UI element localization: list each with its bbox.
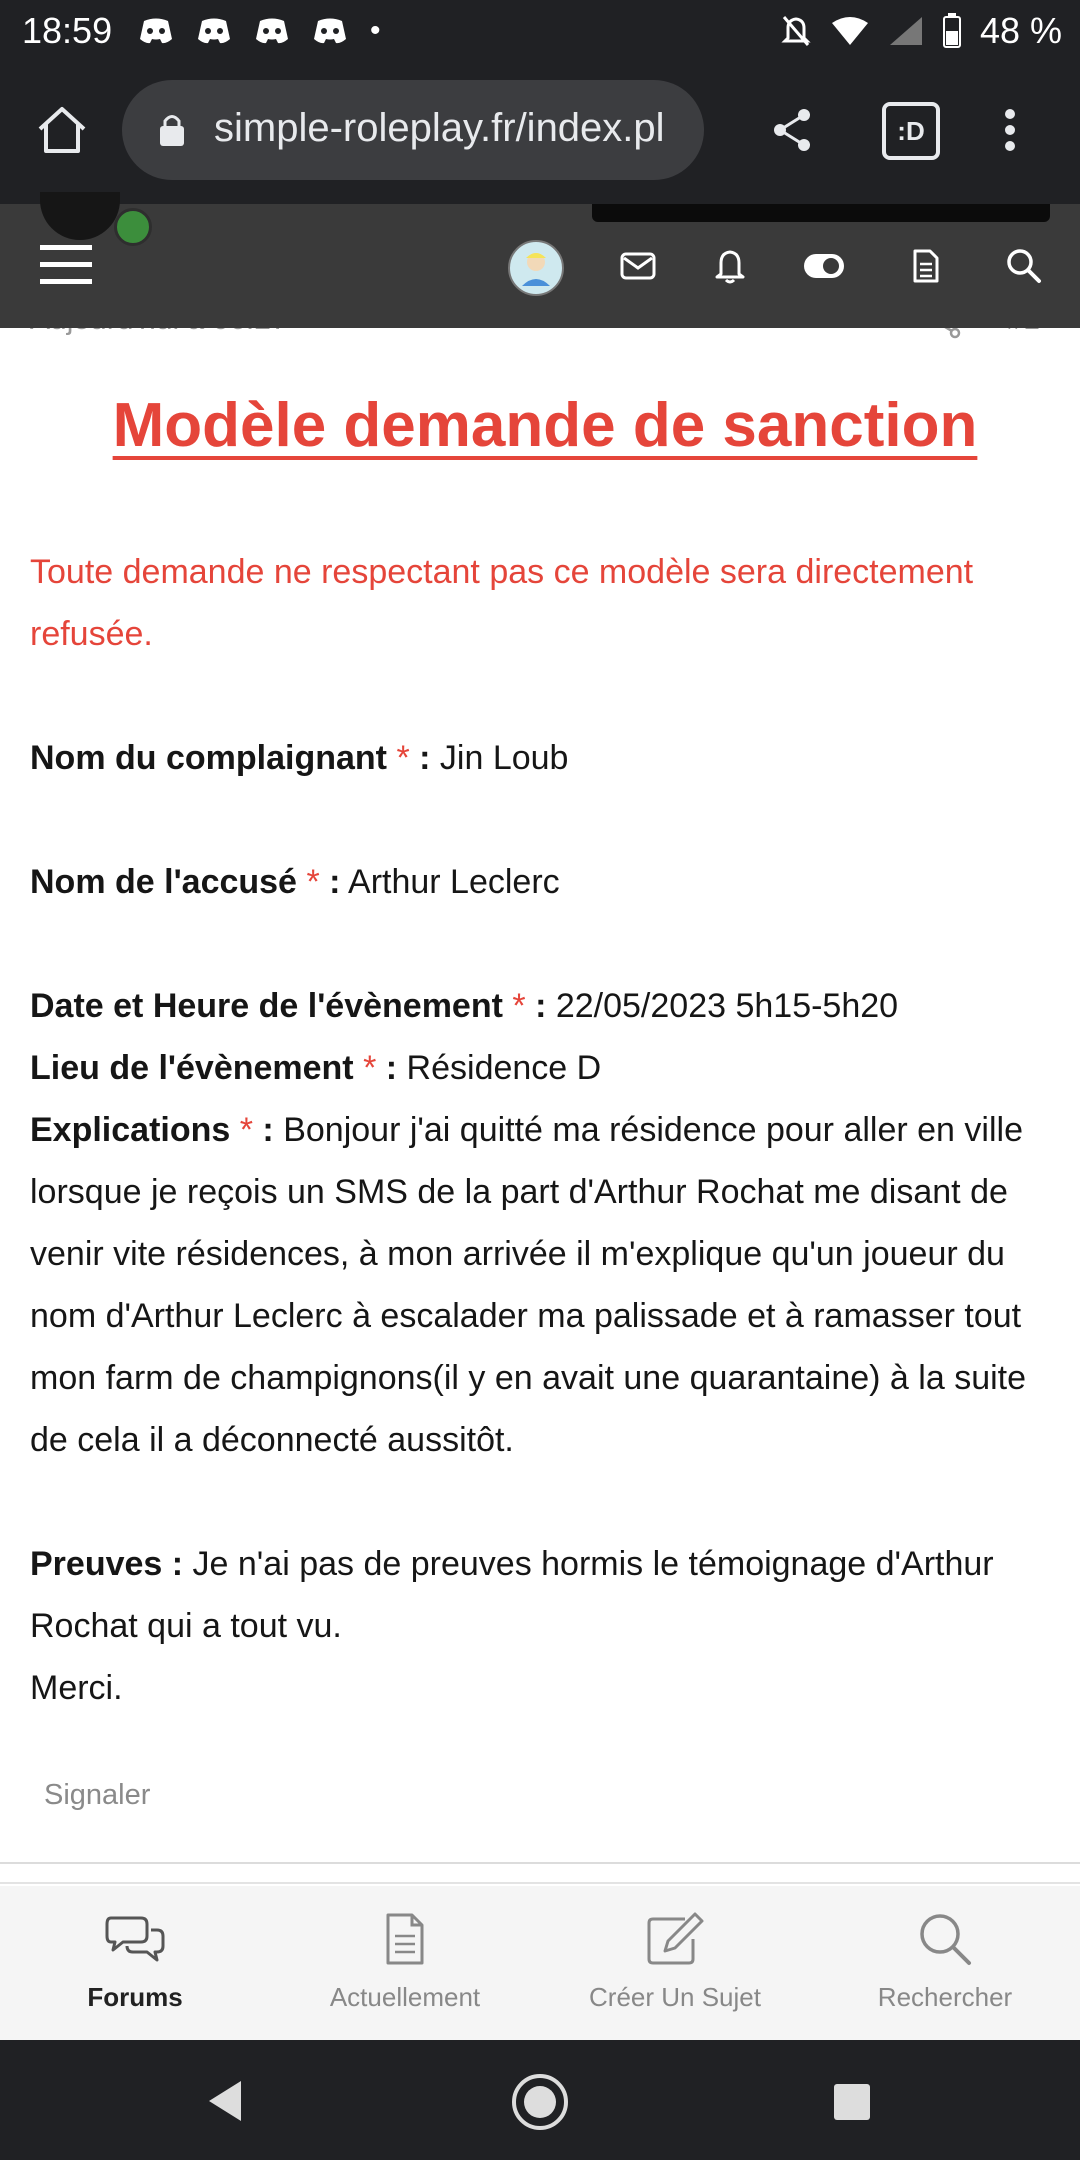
online-indicator bbox=[114, 208, 152, 246]
whats-new-button[interactable] bbox=[904, 242, 948, 290]
field-value: Résidence D bbox=[397, 1049, 602, 1087]
battery-icon bbox=[942, 13, 962, 49]
tab-count: :D bbox=[897, 115, 925, 146]
field-label: Preuves : bbox=[30, 1545, 184, 1583]
field-value: Jin Loub bbox=[430, 739, 569, 777]
field-sep: : bbox=[525, 987, 547, 1025]
url-text: simple-roleplay.fr/index.pl bbox=[214, 106, 665, 150]
field-proof bbox=[30, 1533, 1060, 1657]
field-explanations bbox=[30, 1099, 1060, 1471]
envelope-icon bbox=[620, 252, 656, 280]
system-nav-bar bbox=[0, 2040, 1080, 2160]
field-label: Nom de l'accusé bbox=[30, 863, 297, 901]
wifi-icon bbox=[830, 15, 870, 47]
discord-icon bbox=[254, 17, 290, 45]
field-place bbox=[30, 1037, 1060, 1099]
user-avatar-icon bbox=[516, 248, 556, 288]
tab-current[interactable] bbox=[270, 1886, 540, 2040]
home-icon bbox=[36, 105, 88, 155]
bell-off-icon bbox=[780, 14, 812, 48]
browser-toolbar bbox=[0, 64, 1080, 204]
document-icon bbox=[384, 1912, 426, 1966]
document-icon bbox=[912, 248, 940, 284]
bottom-nav bbox=[0, 1886, 1080, 2040]
tab-create-label: Créer Un Sujet bbox=[589, 1982, 761, 2012]
site-navbar bbox=[0, 204, 1080, 328]
search-icon bbox=[918, 1912, 972, 1966]
tab-forums-label: Forums bbox=[87, 1982, 183, 2012]
status-time: 18:59 bbox=[22, 10, 113, 51]
tab-current-label: Actuellement bbox=[329, 1982, 481, 2012]
author-avatar bbox=[40, 192, 120, 240]
required-mark: * bbox=[512, 987, 526, 1025]
warning-text: Toute demande ne respectant pas ce modèle sera directement refusée. bbox=[30, 553, 974, 653]
field-complainant bbox=[30, 727, 1060, 789]
tab-switcher-button[interactable] bbox=[882, 102, 940, 160]
hamburger-icon bbox=[40, 243, 92, 287]
field-label: Nom du complaignant bbox=[30, 739, 387, 777]
bell-icon bbox=[715, 248, 745, 284]
field-label: Lieu de l'évènement bbox=[30, 1049, 354, 1087]
required-mark: * bbox=[363, 1049, 377, 1087]
field-label: Date et Heure de l'évènement bbox=[30, 987, 503, 1025]
field-sep: : bbox=[409, 739, 431, 777]
home-circle-icon bbox=[511, 2073, 569, 2131]
more-notifications-dot: • bbox=[370, 14, 381, 47]
field-sep: : bbox=[252, 1111, 274, 1149]
toggle-icon bbox=[803, 253, 845, 279]
system-icons bbox=[780, 10, 1062, 52]
address-bar[interactable] bbox=[122, 80, 704, 180]
field-sep: : bbox=[376, 1049, 398, 1087]
recents-square-icon bbox=[833, 2083, 871, 2121]
post-title: Modèle demande de sanction bbox=[112, 391, 978, 460]
tab-search-label: Rechercher bbox=[877, 1982, 1013, 2012]
browser-menu-button[interactable] bbox=[994, 94, 1026, 166]
status-bar bbox=[0, 0, 1080, 64]
required-mark: * bbox=[306, 863, 320, 901]
tab-search[interactable] bbox=[810, 1886, 1080, 2040]
notification-icons bbox=[138, 14, 381, 48]
lock-icon bbox=[158, 112, 186, 148]
home-button[interactable] bbox=[30, 98, 94, 162]
back-triangle-icon bbox=[205, 2079, 245, 2123]
field-value: Bonjour j'ai quitté ma résidence pour aller en ville lorsque je reçois un SMS de la part d'Arthur Rochat me disant de venir vite résidences, à mon arrivée il m'explique qu'un joueur du nom d'Arthur Leclerc à escalader ma palissade et à ramasser tout mon farm de champignons(il y en avait une quarantaine) à la suite de cela il a déconnecté aussitôt. bbox=[30, 1111, 1027, 1459]
user-avatar-button[interactable] bbox=[508, 240, 564, 296]
menu-button[interactable] bbox=[38, 240, 94, 290]
back-button[interactable] bbox=[200, 2076, 250, 2126]
author-banner bbox=[592, 204, 1050, 222]
divider bbox=[0, 1862, 1080, 1864]
field-sep: : bbox=[319, 863, 341, 901]
discord-icon bbox=[138, 17, 174, 45]
style-toggle-button[interactable] bbox=[800, 248, 848, 284]
home-nav-button[interactable] bbox=[510, 2072, 570, 2132]
tab-forums[interactable] bbox=[0, 1886, 270, 2040]
post-body bbox=[30, 330, 1060, 1719]
field-accused bbox=[30, 851, 1060, 913]
battery-percent: 48 % bbox=[979, 10, 1062, 51]
edit-icon bbox=[645, 1911, 705, 1967]
field-value: 22/05/2023 5h15-5h20 bbox=[546, 987, 899, 1025]
tab-create[interactable] bbox=[540, 1886, 810, 2040]
share-icon bbox=[770, 107, 814, 153]
field-value: Arthur Leclerc bbox=[340, 863, 560, 901]
field-label: Explications bbox=[30, 1111, 231, 1149]
discord-icon bbox=[196, 17, 232, 45]
signal-icon bbox=[888, 15, 924, 47]
report-link[interactable]: Signaler bbox=[44, 1779, 151, 1811]
field-datetime bbox=[30, 975, 1060, 1037]
required-mark: * bbox=[239, 1111, 253, 1149]
field-value: Je n'ai pas de preuves hormis le témoignage d'Arthur Rochat qui a tout vu. bbox=[30, 1545, 994, 1645]
share-page-button[interactable] bbox=[760, 98, 824, 162]
chat-bubbles-icon bbox=[105, 1914, 165, 1964]
required-mark: * bbox=[396, 739, 410, 777]
alerts-button[interactable] bbox=[708, 242, 752, 290]
closing-text: Merci. bbox=[30, 1669, 123, 1707]
search-button[interactable] bbox=[1002, 242, 1046, 290]
more-vertical-icon bbox=[1004, 108, 1016, 152]
divider bbox=[0, 1882, 1080, 1884]
search-icon bbox=[1006, 248, 1042, 284]
recents-button[interactable] bbox=[830, 2080, 874, 2124]
messages-button[interactable] bbox=[616, 244, 660, 288]
discord-icon bbox=[312, 17, 348, 45]
